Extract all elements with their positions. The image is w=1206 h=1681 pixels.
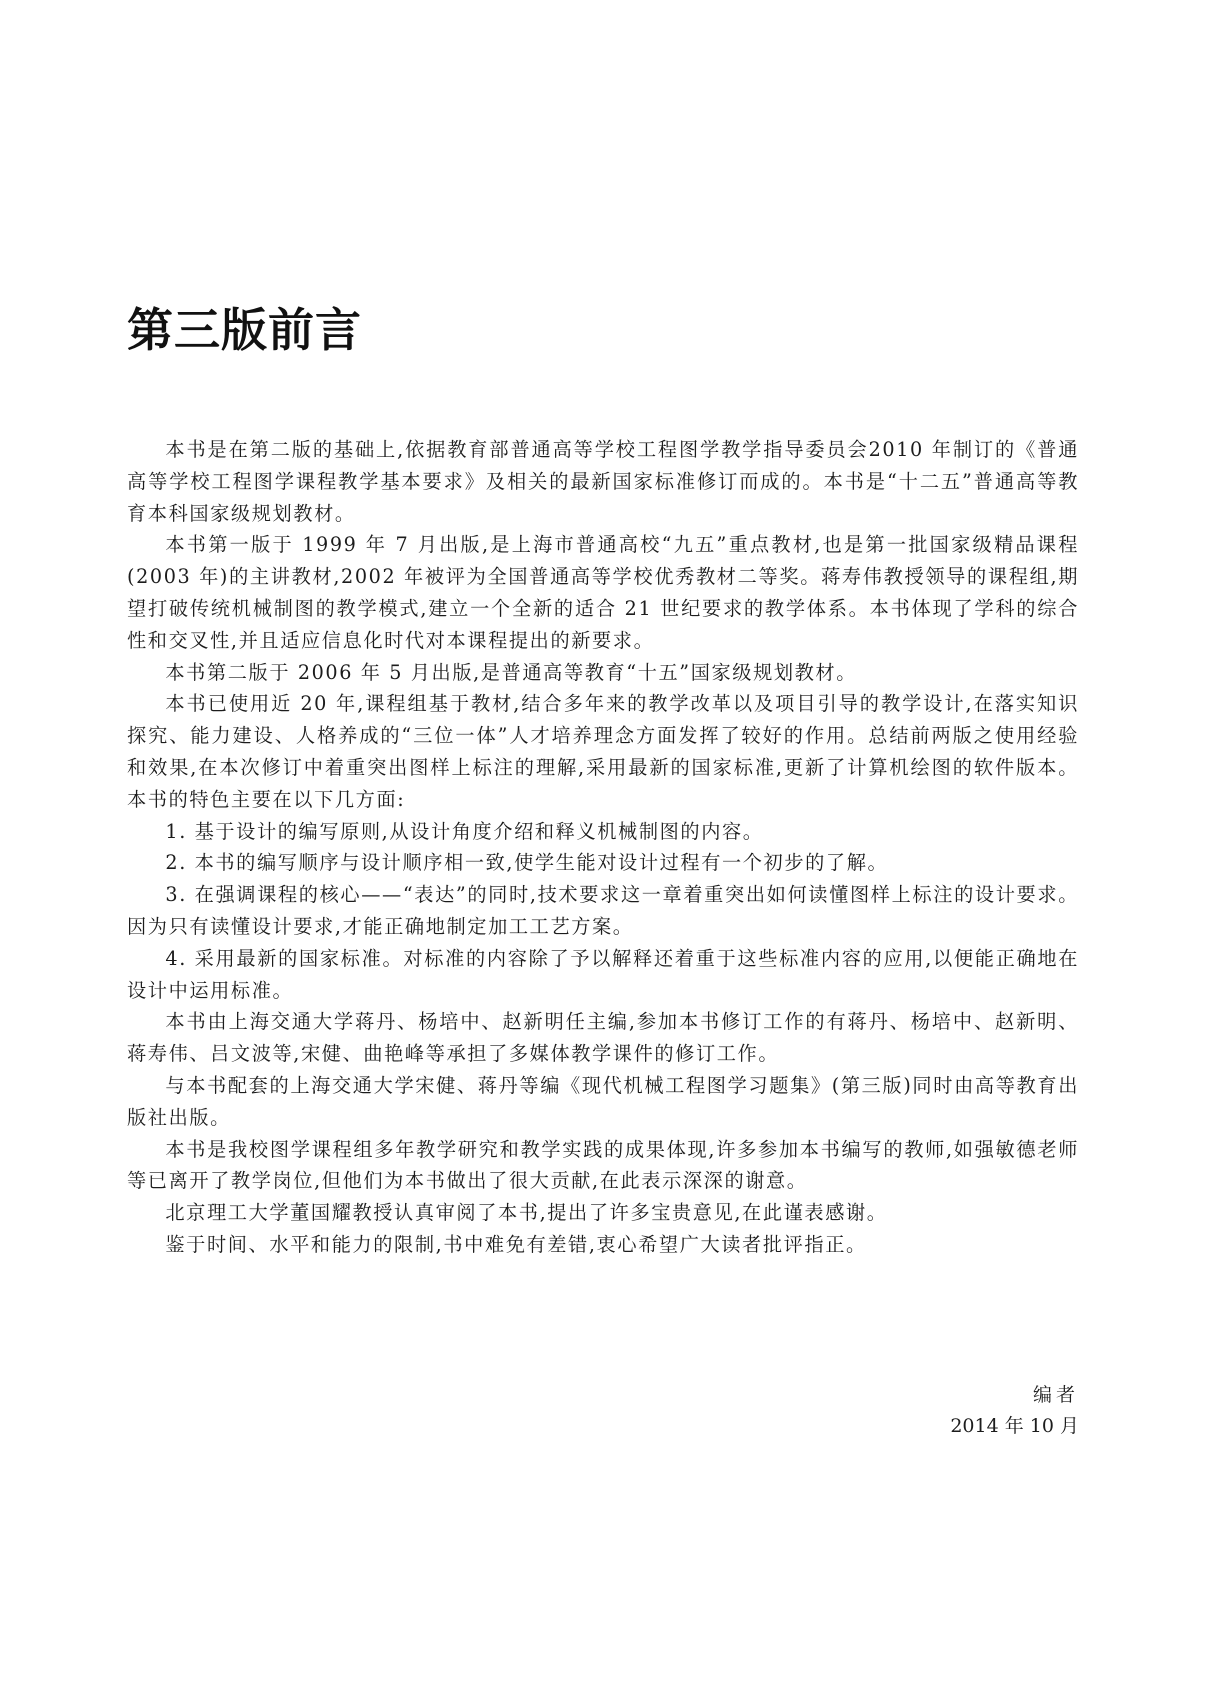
preface-body — [127, 434, 1079, 1261]
signature-date: 2014 年 10 月 — [950, 1415, 1079, 1437]
signature-block — [950, 1380, 1079, 1442]
paragraph: 本书第二版于 2006 年 5 月出版,是普通高等教育“十五”国家级规划教材。 — [165, 660, 858, 684]
signature-author: 编者 — [1032, 1384, 1079, 1406]
list-item: 1. 基于设计的编写原则,从设计角度介绍和释义机械制图的内容。 — [165, 819, 764, 843]
paragraph: 与本书配套的上海交通大学宋健、蒋丹等编《现代机械工程图学习题集》(第三版)同时由高等教育出版社出版。 — [127, 1073, 1079, 1129]
paragraph: 本书第一版于 1999 年 7 月出版,是上海市普通高校“九五”重点教材,也是第一批国家级精品课程(2003 年)的主讲教材,2002 年被评为全国普通高等学校优秀教材二等奖。蒋寿伟教授领导的课程组,期望打破传统机械制图的教学模式,建立一个全新的适合 21 世纪要求的教学体系。本书体现了学科的综合性和交叉性,并且适应信息化时代对本课程提出的新要求。 — [127, 533, 1079, 652]
list-item: 2. 本书的编写顺序与设计顺序相一致,使学生能对设计过程有一个初步的了解。 — [165, 851, 889, 875]
list-item: 4. 采用最新的国家标准。对标准的内容除了予以解释还着重于这些标准内容的应用,以便能正确地在设计中运用标准。 — [127, 946, 1079, 1002]
paragraph: 鉴于时间、水平和能力的限制,书中难免有差错,衷心希望广大读者批评指正。 — [165, 1232, 867, 1256]
paragraph: 本书已使用近 20 年,课程组基于教材,结合多年来的教学改革以及项目引导的教学设计,在落实知识探究、能力建设、人格养成的“三位一体”人才培养理念方面发挥了较好的作用。总结前两版之使用经验和效果,在本次修订中着重突出图样上标注的理解,采用最新的国家标准,更新了计算机绘图的软件版本。本书的特色主要在以下几方面: — [127, 692, 1079, 811]
paragraph: 本书是在第二版的基础上,依据教育部普通高等学校工程图学教学指导委员会2010 年制订的《普通高等学校工程图学课程教学基本要求》及相关的最新国家标准修订而成的。本书是“十二五”普通高等教育本科国家级规划教材。 — [127, 438, 1079, 525]
paragraph: 本书是我校图学课程组多年教学研究和教学实践的成果体现,许多参加本书编写的教师,如强敏德老师等已离开了教学岗位,但他们为本书做出了很大贡献,在此表示深深的谢意。 — [127, 1137, 1079, 1193]
list-item: 3. 在强调课程的核心——“表达”的同时,技术要求这一章着重突出如何读懂图样上标注的设计要求。因为只有读懂设计要求,才能正确地制定加工工艺方案。 — [127, 883, 1079, 938]
paragraph: 本书由上海交通大学蒋丹、杨培中、赵新明任主编,参加本书修订工作的有蒋丹、杨培中、赵新明、蒋寿伟、吕文波等,宋健、曲艳峰等承担了多媒体教学课件的修订工作。 — [127, 1010, 1079, 1066]
paragraph: 北京理工大学董国耀教授认真审阅了本书,提出了许多宝贵意见,在此谨表感谢。 — [165, 1201, 888, 1225]
page-title: 第三版前言 — [127, 303, 362, 357]
